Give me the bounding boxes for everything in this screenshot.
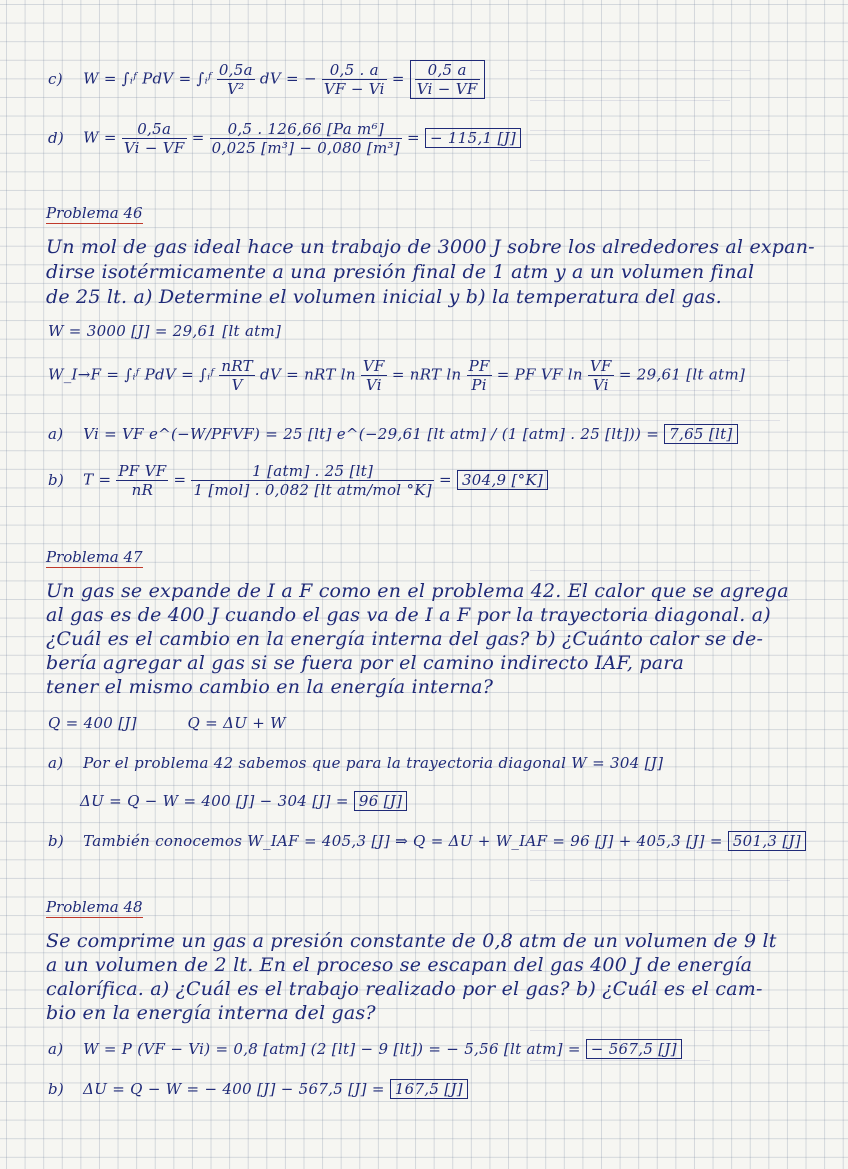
p48-statement-line: a un volumen de 2 lt. En el proceso se escapan del gas 400 J de energía [46, 954, 753, 976]
bleed-stroke [530, 850, 760, 851]
bleed-stroke [530, 880, 790, 881]
item-label: b) [48, 1080, 65, 1098]
fraction: $\frac{VF}{Vi}$ [589, 357, 612, 394]
boxed-result: 7,65 [lt] [664, 424, 737, 444]
fraction: $\frac{\text{PF VF}}{nR}$ [118, 462, 167, 499]
item-c: c) W = ∫ᵢᶠ PdV = ∫ᵢᶠ $\frac{0,5a}{\text{V²}}$ dV = − $\frac{0,5 . a}{VF - Vi}$ = $\frac{0,5 a}{Vi - VF}$ [48, 60, 485, 99]
p48-statement-line: Se comprime un gas a presión constante de 0,8 atm de un volumen de 9 lt [46, 930, 777, 952]
bleed-stroke [530, 130, 770, 131]
boxed-result: − 115,1 [J] [425, 128, 521, 148]
item-label: b) [48, 470, 65, 489]
bleed-stroke [530, 910, 740, 911]
p47-statement-line: tener el mismo cambio en la energía interna? [46, 676, 494, 698]
fraction: $\frac{0,5 . a}{VF - Vi}$ [323, 61, 385, 98]
p46-statement-line: dirse isotérmicamente a una presión final de 1 atm y a un volumen final [46, 261, 755, 283]
boxed-result: $\frac{0,5 a}{Vi - VF}$ [410, 60, 485, 99]
item-label: b) [48, 832, 65, 850]
p47-statement-line: Un gas se expande de I a F como en el problema 42. El calor que se agrega [46, 580, 789, 602]
bleed-stroke [530, 570, 760, 571]
bleed-stroke [530, 420, 780, 421]
p46-statement-line: de 25 lt. a) Determine el volumen inicial y b) la temperatura del gas. [46, 286, 722, 308]
boxed-result: 501,3 [J] [728, 831, 806, 851]
problem-47-heading: Problema 47 [46, 548, 143, 566]
p48-statement-line: bio en la energía interna del gas? [46, 1002, 376, 1024]
fraction: $\frac{\text{0,5 . 126,66 [Pa m⁶]}}{\text{0,025 [m³] − 0,080 [m³]}}$ [211, 120, 400, 157]
p48-part-a: a) W = P (VF − Vi) = 0,8 [atm] (2 [lt] − 9 [lt]) = − 5,56 [lt atm] = − 567,5 [J] [48, 1040, 682, 1058]
p46-statement-line: Un mol de gas ideal hace un trabajo de 3000 J sobre los alrededores al expan- [46, 236, 815, 258]
p47-delta-u: ΔU = Q − W = 400 [J] − 304 [J] = 96 [J] [80, 792, 407, 810]
item-label: a) [48, 1040, 64, 1058]
item-label: a) [48, 754, 64, 772]
boxed-result: − 567,5 [J] [586, 1039, 682, 1059]
p47-statement-line: ¿Cuál es el cambio en la energía interna del gas? b) ¿Cuánto calor se de- [46, 628, 764, 650]
boxed-result: 96 [J] [354, 791, 407, 811]
p47-given: Q = 400 [J] Q = ΔU + W [48, 714, 286, 732]
bleed-stroke [530, 1060, 710, 1061]
p46-part-a: a) Vi = VF e^(−W/PFVF) = 25 [lt] e^(−29,61 [lt atm] / (1 [atm] . 25 [lt])) = 7,65 [lt] [48, 425, 738, 443]
boxed-result: 304,9 [°K] [457, 470, 548, 490]
bleed-stroke [530, 1030, 770, 1031]
fraction: $\frac{0,5a}{\text{V²}}$ [218, 61, 253, 98]
bleed-stroke [530, 100, 730, 101]
item-label: d) [48, 128, 65, 147]
fraction: $\frac{PF}{Pi}$ [468, 357, 490, 394]
fraction: $\frac{0,5a}{Vi - VF}$ [123, 120, 185, 157]
bleed-stroke [530, 820, 780, 821]
p46-work-value: W = 3000 [J] = 29,61 [lt atm] [48, 322, 282, 340]
p46-part-b: b) T = $\frac{\text{PF VF}}{nR}$ = $\frac{\text{1 [atm] . 25 [lt]}}{\text{1 [mol] . 0,082 [lt atm/mol °K]}}$ = 304,9 [°K] [48, 462, 548, 499]
item-d: d) W = $\frac{0,5a}{Vi - VF}$ = $\frac{\text{0,5 . 126,66 [Pa m⁶]}}{\text{0,025 [m³] − 0,080 [m³]}}$ = − 115,1 [J] [48, 120, 521, 157]
boxed-result: 167,5 [J] [390, 1079, 468, 1099]
problem-48-heading: Problema 48 [46, 898, 143, 916]
p48-part-b: b) ΔU = Q − W = − 400 [J] − 567,5 [J] = 167,5 [J] [48, 1080, 468, 1098]
bleed-stroke [530, 70, 750, 71]
work-integral: W = ∫ᵢᶠ PdV = ∫ᵢᶠ [83, 69, 212, 88]
p46-work-integral: W_I→F = ∫ᵢᶠ PdV = ∫ᵢᶠ $\frac{\text{nRT}}{V}$ dV = nRT ln $\frac{VF}{Vi}$ = nRT ln $\frac{PF}{Pi}$ = PF VF ln $\frac{VF}{Vi}$ = 29,61 [lt atm] [48, 357, 746, 394]
p48-statement-line: calorífica. a) ¿Cuál es el trabajo realizado por el gas? b) ¿Cuál es el cam- [46, 978, 763, 1000]
p47-statement-line: al gas es de 400 J cuando el gas va de I a F por la trayectoria diagonal. a) [46, 604, 771, 626]
p47-part-b: b) También conocemos W_IAF = 405,3 [J] ⇒ Q = ΔU + W_IAF = 96 [J] + 405,3 [J] = 501,3 [J] [48, 832, 806, 850]
bleed-stroke [530, 190, 760, 191]
fraction: $\frac{VF}{Vi}$ [362, 357, 385, 394]
item-label: a) [48, 425, 64, 443]
p47-part-a: a) Por el problema 42 sabemos que para la trayectoria diagonal W = 304 [J] [48, 754, 664, 772]
problem-46-heading: Problema 46 [46, 204, 143, 222]
item-label: c) [48, 69, 63, 88]
fraction: $\frac{\text{1 [atm] . 25 [lt]}}{\text{1 [mol] . 0,082 [lt atm/mol °K]}}$ [193, 462, 432, 499]
bleed-stroke [530, 160, 710, 161]
fraction: $\frac{\text{nRT}}{V}$ [221, 357, 253, 394]
p47-statement-line: bería agregar al gas si se fuera por el camino indirecto IAF, para [46, 652, 685, 674]
